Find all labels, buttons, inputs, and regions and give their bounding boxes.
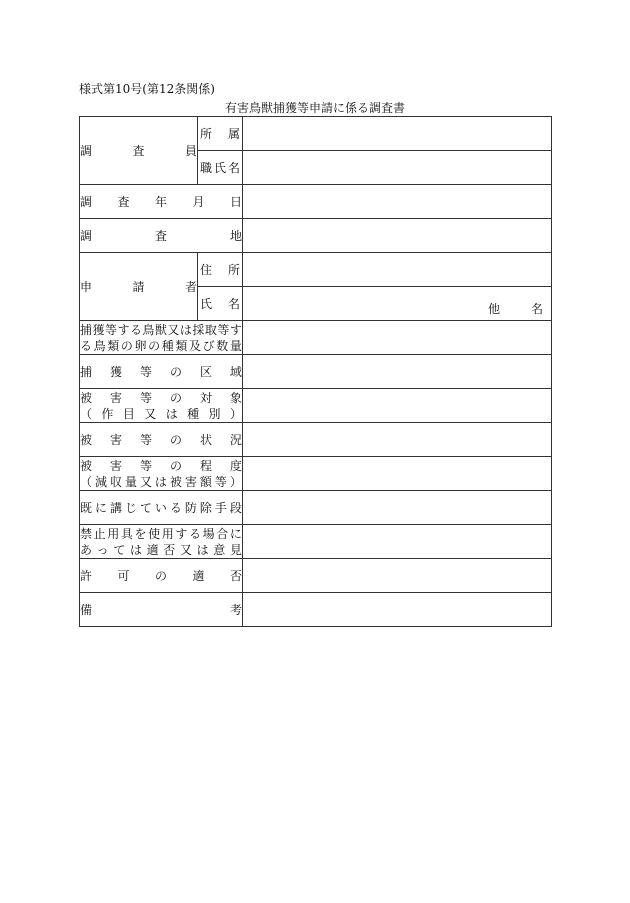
row-permit	[80, 559, 552, 593]
species-label-line2	[80, 338, 242, 354]
label-glyph: 目	[122, 406, 135, 421]
applicant-label	[80, 278, 197, 295]
label-glyph: 被	[169, 474, 182, 489]
damage-degree-label-line2	[80, 474, 242, 490]
label-glyph: 員	[184, 144, 197, 158]
area-label	[80, 363, 242, 380]
label-glyph: 所	[227, 263, 240, 277]
damage-target-label-line1	[80, 390, 242, 406]
permit-label	[80, 567, 242, 584]
permit-label-cell	[80, 559, 243, 593]
label-glyph: 被	[80, 458, 93, 473]
label-glyph: る	[189, 526, 202, 541]
label-glyph: 鳥	[142, 322, 155, 337]
label-glyph: す	[229, 322, 242, 337]
damage-degree-label-cell	[80, 457, 243, 491]
label-glyph: 害	[109, 390, 122, 405]
label-glyph: 否	[163, 542, 176, 557]
label-glyph: 他	[488, 302, 501, 316]
prevention-label	[80, 499, 242, 516]
label-glyph: 調	[80, 229, 93, 243]
row-survey-date	[80, 185, 552, 219]
label-glyph: 類	[107, 338, 120, 353]
label-glyph: 等	[214, 474, 227, 489]
damage-status-label-cell	[80, 423, 243, 457]
permit-field[interactable]	[243, 559, 552, 593]
damage-target-label-cell	[80, 389, 243, 423]
label-glyph: （	[80, 474, 93, 489]
label-glyph: 適	[146, 542, 159, 557]
label-glyph: 採	[192, 322, 205, 337]
label-glyph: 類	[175, 338, 188, 353]
label-glyph: る	[129, 322, 142, 337]
label-glyph: 止	[93, 526, 106, 541]
label-glyph: 所	[200, 127, 213, 141]
survey-location-label	[80, 227, 242, 244]
label-glyph: の	[169, 390, 182, 405]
label-glyph: 申	[80, 280, 93, 294]
label-glyph: 既	[80, 501, 93, 515]
label-glyph: い	[154, 501, 167, 515]
label-glyph: を	[134, 526, 147, 541]
label-glyph: 又	[144, 406, 157, 421]
label-glyph: 月	[192, 195, 205, 209]
remarks-field[interactable]	[243, 593, 552, 627]
label-glyph: は	[154, 474, 167, 489]
label-glyph: 被	[80, 433, 93, 447]
affiliation-label-cell	[198, 117, 243, 151]
label-glyph: 名	[227, 161, 240, 175]
label-glyph: ）	[229, 474, 242, 489]
label-glyph: 防	[184, 501, 197, 515]
label-glyph: 種	[187, 406, 200, 421]
damage-target-field[interactable]	[243, 389, 552, 423]
label-glyph: 獲	[109, 365, 122, 379]
label-glyph: に	[94, 501, 107, 515]
survey-location-label-cell	[80, 219, 243, 253]
label-glyph: 適	[192, 569, 205, 583]
row-damage-degree	[80, 457, 552, 491]
damage-degree-field[interactable]	[243, 457, 552, 491]
label-glyph: 地	[229, 229, 242, 243]
prohibited-tools-label-line1	[80, 526, 242, 542]
label-glyph: じ	[124, 501, 137, 515]
label-glyph: 査	[132, 144, 145, 158]
label-glyph: 数	[216, 338, 229, 353]
name-label-cell	[198, 287, 243, 321]
label-glyph: 氏	[213, 161, 226, 175]
document-title: 有害鳥獣捕獲等申請に係る調査書	[224, 101, 405, 115]
prohibited-tools-label-line2	[80, 542, 242, 558]
label-glyph: 対	[199, 390, 212, 405]
row-prevention	[80, 491, 552, 525]
label-glyph: 及	[189, 338, 202, 353]
label-glyph: 等	[139, 433, 152, 447]
label-glyph: は	[179, 322, 192, 337]
label-glyph: 害	[109, 458, 122, 473]
label-glyph: 等	[139, 365, 152, 379]
damage-status-label	[80, 431, 242, 448]
label-glyph: 否	[229, 569, 242, 583]
label-glyph: 別	[208, 406, 221, 421]
label-glyph: 日	[229, 195, 242, 209]
row-area	[80, 355, 552, 389]
label-glyph: 量	[229, 338, 242, 353]
label-glyph: 等	[139, 458, 152, 473]
label-glyph: の	[169, 433, 182, 447]
label-glyph: 域	[229, 365, 242, 379]
label-glyph: 量	[124, 474, 137, 489]
label-glyph: 況	[229, 433, 242, 447]
label-glyph: 名	[530, 302, 543, 316]
label-glyph: 職	[200, 161, 213, 175]
title-name-field[interactable]	[243, 151, 552, 185]
label-glyph: 等	[104, 322, 117, 337]
label-glyph: 害	[109, 433, 122, 447]
address-label	[198, 261, 242, 278]
label-glyph: 講	[109, 501, 122, 515]
title-name-label-cell	[198, 151, 243, 185]
label-glyph: の	[148, 338, 161, 353]
label-glyph: っ	[96, 542, 109, 557]
label-glyph: 減	[94, 474, 107, 489]
applicant-label-cell	[80, 253, 198, 321]
label-glyph: 用	[161, 526, 174, 541]
survey-form-table	[79, 116, 552, 627]
row-prohibited-tools	[80, 525, 552, 559]
label-glyph: 卵	[134, 338, 147, 353]
label-glyph: 見	[229, 542, 242, 557]
label-glyph: 等	[139, 390, 152, 405]
species-label-line1	[80, 322, 242, 338]
label-glyph: 調	[80, 144, 93, 158]
label-glyph: 害	[184, 474, 197, 489]
damage-status-field[interactable]	[243, 423, 552, 457]
label-glyph: 住	[200, 263, 213, 277]
investigator-label	[80, 142, 197, 159]
row-investigator-affiliation	[80, 117, 552, 151]
label-glyph: （	[80, 406, 93, 421]
species-field[interactable]	[243, 321, 552, 355]
label-glyph: 属	[227, 127, 240, 141]
label-glyph: 又	[167, 322, 180, 337]
label-glyph: 調	[80, 195, 93, 209]
row-survey-location	[80, 219, 552, 253]
label-glyph: 獲	[92, 322, 105, 337]
label-glyph: 氏	[200, 297, 213, 311]
label-glyph: の	[169, 458, 182, 473]
label-glyph: び	[202, 338, 215, 353]
label-glyph: 可	[117, 569, 130, 583]
survey-date-label	[80, 193, 242, 210]
label-glyph: 年	[154, 195, 167, 209]
label-glyph: 額	[199, 474, 212, 489]
label-glyph: 用	[107, 526, 120, 541]
title-name-label	[198, 159, 242, 176]
label-glyph: 請	[132, 280, 145, 294]
survey-date-field[interactable]	[243, 185, 552, 219]
prevention-label-cell	[80, 491, 243, 525]
label-glyph: 又	[179, 542, 192, 557]
label-glyph: あ	[80, 542, 93, 557]
label-glyph: 等	[217, 322, 230, 337]
label-glyph: 除	[199, 501, 212, 515]
label-glyph: 査	[154, 229, 167, 243]
damage-target-label-line2	[80, 406, 242, 422]
label-glyph: の	[120, 338, 133, 353]
label-glyph: す	[175, 526, 188, 541]
prohibited-tools-field[interactable]	[243, 525, 552, 559]
row-remarks	[80, 593, 552, 627]
area-label-cell	[80, 355, 243, 389]
label-glyph: 収	[109, 474, 122, 489]
row-damage-target	[80, 389, 552, 423]
label-glyph: 具	[120, 526, 133, 541]
address-label-cell	[198, 253, 243, 287]
label-glyph: 鳥	[93, 338, 106, 353]
label-glyph: て	[139, 501, 152, 515]
label-glyph: 備	[80, 603, 93, 617]
label-glyph: 考	[229, 603, 242, 617]
row-applicant-address	[80, 253, 552, 287]
remarks-label-cell	[80, 593, 243, 627]
label-glyph: 段	[229, 501, 242, 515]
label-glyph: 種	[161, 338, 174, 353]
survey-location-field[interactable]	[243, 219, 552, 253]
label-glyph: は	[129, 542, 142, 557]
label-glyph: 度	[229, 458, 242, 473]
species-label-cell	[80, 321, 243, 355]
others-count-label	[488, 300, 543, 317]
label-glyph: 許	[80, 569, 93, 583]
label-glyph: 禁	[80, 526, 93, 541]
label-glyph: 捕	[80, 365, 93, 379]
survey-date-label-cell	[80, 185, 243, 219]
label-glyph: 作	[101, 406, 114, 421]
remarks-label	[80, 601, 242, 618]
label-glyph: 又	[139, 474, 152, 489]
area-field[interactable]	[243, 355, 552, 389]
label-glyph: 区	[199, 365, 212, 379]
applicant-name-field[interactable]	[243, 287, 552, 321]
damage-degree-label-line1	[80, 458, 242, 474]
label-glyph: 意	[213, 542, 226, 557]
label-glyph: 取	[204, 322, 217, 337]
prevention-field[interactable]	[243, 491, 552, 525]
name-label	[198, 295, 242, 312]
label-glyph: に	[229, 526, 242, 541]
label-glyph: す	[117, 322, 130, 337]
label-glyph: 使	[148, 526, 161, 541]
affiliation-field[interactable]	[243, 117, 552, 151]
affiliation-label	[198, 125, 242, 142]
label-glyph: 獣	[154, 322, 167, 337]
label-glyph: の	[169, 365, 182, 379]
label-glyph: の	[154, 569, 167, 583]
label-glyph: 合	[216, 526, 229, 541]
label-glyph: る	[169, 501, 182, 515]
label-glyph: る	[80, 338, 93, 353]
form-number-label: 様式第10号(第12条関係)	[79, 82, 215, 96]
prohibited-tools-label-cell	[80, 525, 243, 559]
label-glyph: 査	[117, 195, 130, 209]
label-glyph: 捕	[80, 322, 93, 337]
label-glyph: 状	[199, 433, 212, 447]
label-glyph: 被	[80, 390, 93, 405]
label-glyph: は	[196, 542, 209, 557]
label-glyph: ）	[229, 406, 242, 421]
label-glyph: 象	[229, 390, 242, 405]
label-glyph: 場	[202, 526, 215, 541]
label-glyph: て	[113, 542, 126, 557]
label-glyph: は	[165, 406, 178, 421]
investigator-label-cell	[80, 117, 198, 185]
address-field[interactable]	[243, 253, 552, 287]
label-glyph: 者	[184, 280, 197, 294]
label-glyph: 程	[199, 458, 212, 473]
row-species	[80, 321, 552, 355]
row-damage-status	[80, 423, 552, 457]
label-glyph: 名	[227, 297, 240, 311]
label-glyph: 手	[214, 501, 227, 515]
